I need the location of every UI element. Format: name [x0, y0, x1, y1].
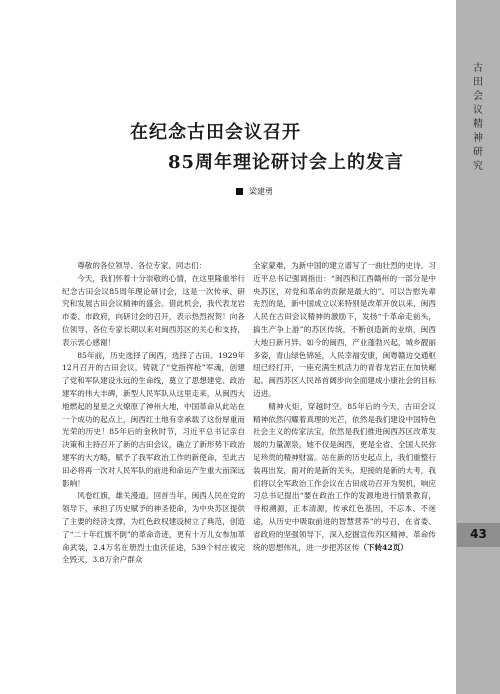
left-column — [62, 260, 245, 567]
right-column — [253, 260, 436, 554]
section-label-char: 研 — [473, 147, 483, 158]
article-title-line1: 在纪念古田会议召开 — [130, 122, 301, 143]
section-label-char: 议 — [473, 105, 483, 116]
section-label-char: 会 — [473, 91, 483, 102]
section-label-char: 田 — [473, 77, 483, 88]
page-number: 43 — [470, 527, 487, 541]
section-label-char: 究 — [473, 161, 483, 172]
section-label-char: 古 — [473, 63, 483, 74]
section-label-char: 精 — [473, 119, 483, 130]
paragraph — [253, 401, 436, 555]
paragraph: 今天，我们怀着十分崇敬的心情，在这里隆重举行纪念古田会议85周年理论研讨会，这是一次传承、研究和发展古田会议精神的盛会。借此机会，我代表龙岩市委、市政府，向研讨会的召开，表示热烈祝贺！向各位领导、各位专家长期以来对闽西苏区的关心和支持，表示衷心感谢！ — [62, 273, 245, 347]
paragraph: 尊敬的各位领导、各位专家、同志们： — [77, 261, 207, 270]
paragraph: 风卷红旗，雄关漫道。回首当年，闽西人民在党的领导下，承担了历史赋予的神圣使命，为中央苏区提供了主要的经济支撑，为红色政权建设树立了典范，创造了“二十年红旗不倒”的革命奇迹，更有十万儿女参加革命武装，2.4万名在册烈士血沃征途，539个村庄被完全毁灭，3.8万余户群众 — [62, 491, 245, 565]
square-bullet-icon — [236, 188, 243, 195]
section-label-char: 神 — [473, 133, 483, 144]
author-name: 梁建勇 — [249, 187, 273, 196]
section-label — [461, 62, 495, 174]
paragraph: 全家蒙难，为新中国的建立谱写了一曲壮烈的史诗。习近平总书记强调指出：“闽西和江西赣州的一部分是中央苏区，对党和革命的贡献是最大的”。可以告慰先辈先烈的是，新中国成立以来特别是改革开放以来，闽西人民在古田会议精神的激励下，发扬“千革命走前头，搞生产争上游”的苏区传统，不断创造新的业绩，闽西大地日新月异。如今的闽西，产业蓬勃兴起，城乡靓丽多姿，青山绿色锦延，人民幸福安康，闽粤赣边交通枢纽已经打开，一座充满生机活力的青春龙岩正在加快崛起。闽西苏区人民昂首阔步向全面建成小康社会的目标迈进。 — [253, 261, 436, 398]
paragraph: 85年前，历史选择了闽西，选择了古田。1929年12月召开的古田会议，铸就了“党指挥枪”军魂，创建了党和军队建设永远的生命线，奠立了思想建党、政治建军的伟大丰碑，新型人民军队从这里走来，从闽西大地燃起的星星之火燎原了神州大地，中国革命从此站在一个成功的起点上，闽西红土地有幸承载了这份厚重而光荣的历史！85年后的金秋时节，习近平总书记亲自决策和主持召开了新的古田会议，确立了新形势下政治建军的大方略，赋予了我军政治工作的新使命，至此古田必将再一次对人民军队的前进和命运产生重大而深远影响！ — [62, 350, 245, 488]
continuation-note: （下转42页） — [359, 542, 408, 552]
paragraph-text: 精神火炬，穿越时空。85年后的今天，古田会议精神依然闪耀着真理的光芒，依然是我们建设中国特色社会主义的传家法宝，依然是我们推进闽西苏区改革发展的力量源泉，她不仅是闽西，更是全省、全国人民弥足珍贵的精神财富。站在新的历史起点上，我们重整行装再出发，面对的是新的关头，迎接的是新的大考，我们将以全军政治工作会议在古田成功召开为契机，响应习总书记提出“要在政治工作的发源地进行情景教育，寻根溯源，正本清源，传承红色基因，不忘本、不迷途，从历史中吸取前进的智慧营养”的号召，在省委、省政府的坚强领导下，深入挖掘宣传苏区精神、革命传统的思想伟礼，进一步把苏区传 — [253, 401, 436, 552]
article-title-line2: 85周年理论研讨会上的发言 — [168, 152, 405, 173]
author-line — [236, 186, 273, 197]
